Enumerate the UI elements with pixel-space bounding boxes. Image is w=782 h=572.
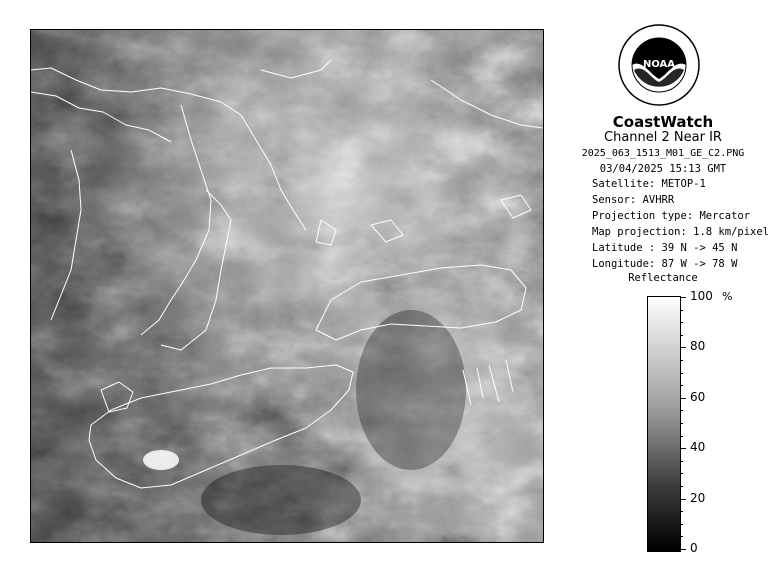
- satellite-label: Satellite: METOP-1: [592, 178, 706, 190]
- colorbar-minor-tick: [680, 310, 683, 311]
- satellite-image: [31, 30, 543, 542]
- colorbar-tick: [680, 549, 686, 550]
- noaa-emblem-icon: [618, 24, 700, 106]
- colorbar-minor-tick: [680, 335, 683, 336]
- colorbar-tick-label: 40: [690, 440, 706, 454]
- colorbar-minor-tick: [680, 410, 683, 411]
- colorbar-minor-tick: [680, 473, 683, 474]
- map-projection-label: Map projection: 1.8 km/pixel: [592, 226, 770, 238]
- legend-unit: %: [722, 290, 733, 303]
- colorbar-tick-label: 0: [690, 541, 698, 555]
- colorbar-minor-tick: [680, 524, 683, 525]
- filename: 2025_063_1513_M01_GE_C2.PNG: [581, 148, 745, 159]
- colorbar-tick-label: 20: [690, 491, 706, 505]
- colorbar-tick-label: 80: [690, 339, 706, 353]
- projection-type-label: Projection type: Mercator: [592, 210, 751, 222]
- colorbar-minor-tick: [680, 373, 683, 374]
- datetime: 03/04/2025 15:13 GMT: [599, 163, 727, 175]
- colorbar-tick-label: 100: [690, 289, 713, 303]
- colorbar-tick: [680, 297, 686, 298]
- colorbar-tick: [680, 448, 686, 449]
- colorbar-minor-tick: [680, 360, 683, 361]
- product-title: CoastWatch: [612, 113, 714, 131]
- colorbar-minor-tick: [680, 436, 683, 437]
- colorbar-minor-tick: [680, 322, 683, 323]
- satellite-map[interactable]: [30, 29, 544, 543]
- colorbar-minor-tick: [680, 461, 683, 462]
- colorbar-tick: [680, 499, 686, 500]
- colorbar-minor-tick: [680, 536, 683, 537]
- latitude-label: Latitude : 39 N -> 45 N: [592, 242, 738, 254]
- colorbar-tick: [680, 398, 686, 399]
- longitude-label: Longitude: 87 W -> 78 W: [592, 258, 738, 270]
- colorbar-minor-tick: [680, 423, 683, 424]
- colorbar-minor-tick: [680, 385, 683, 386]
- colorbar-minor-tick: [680, 486, 683, 487]
- logo-text: NOAA: [642, 59, 676, 70]
- colorbar-minor-tick: [680, 511, 683, 512]
- noaa-logo: [618, 24, 700, 106]
- channel-subtitle: Channel 2 Near IR: [604, 130, 722, 145]
- colorbar-tick: [680, 347, 686, 348]
- reflectance-colorbar: [647, 296, 681, 552]
- colorbar-tick-label: 60: [690, 390, 706, 404]
- legend-title: Reflectance: [628, 272, 698, 284]
- sensor-label: Sensor: AVHRR: [592, 194, 675, 206]
